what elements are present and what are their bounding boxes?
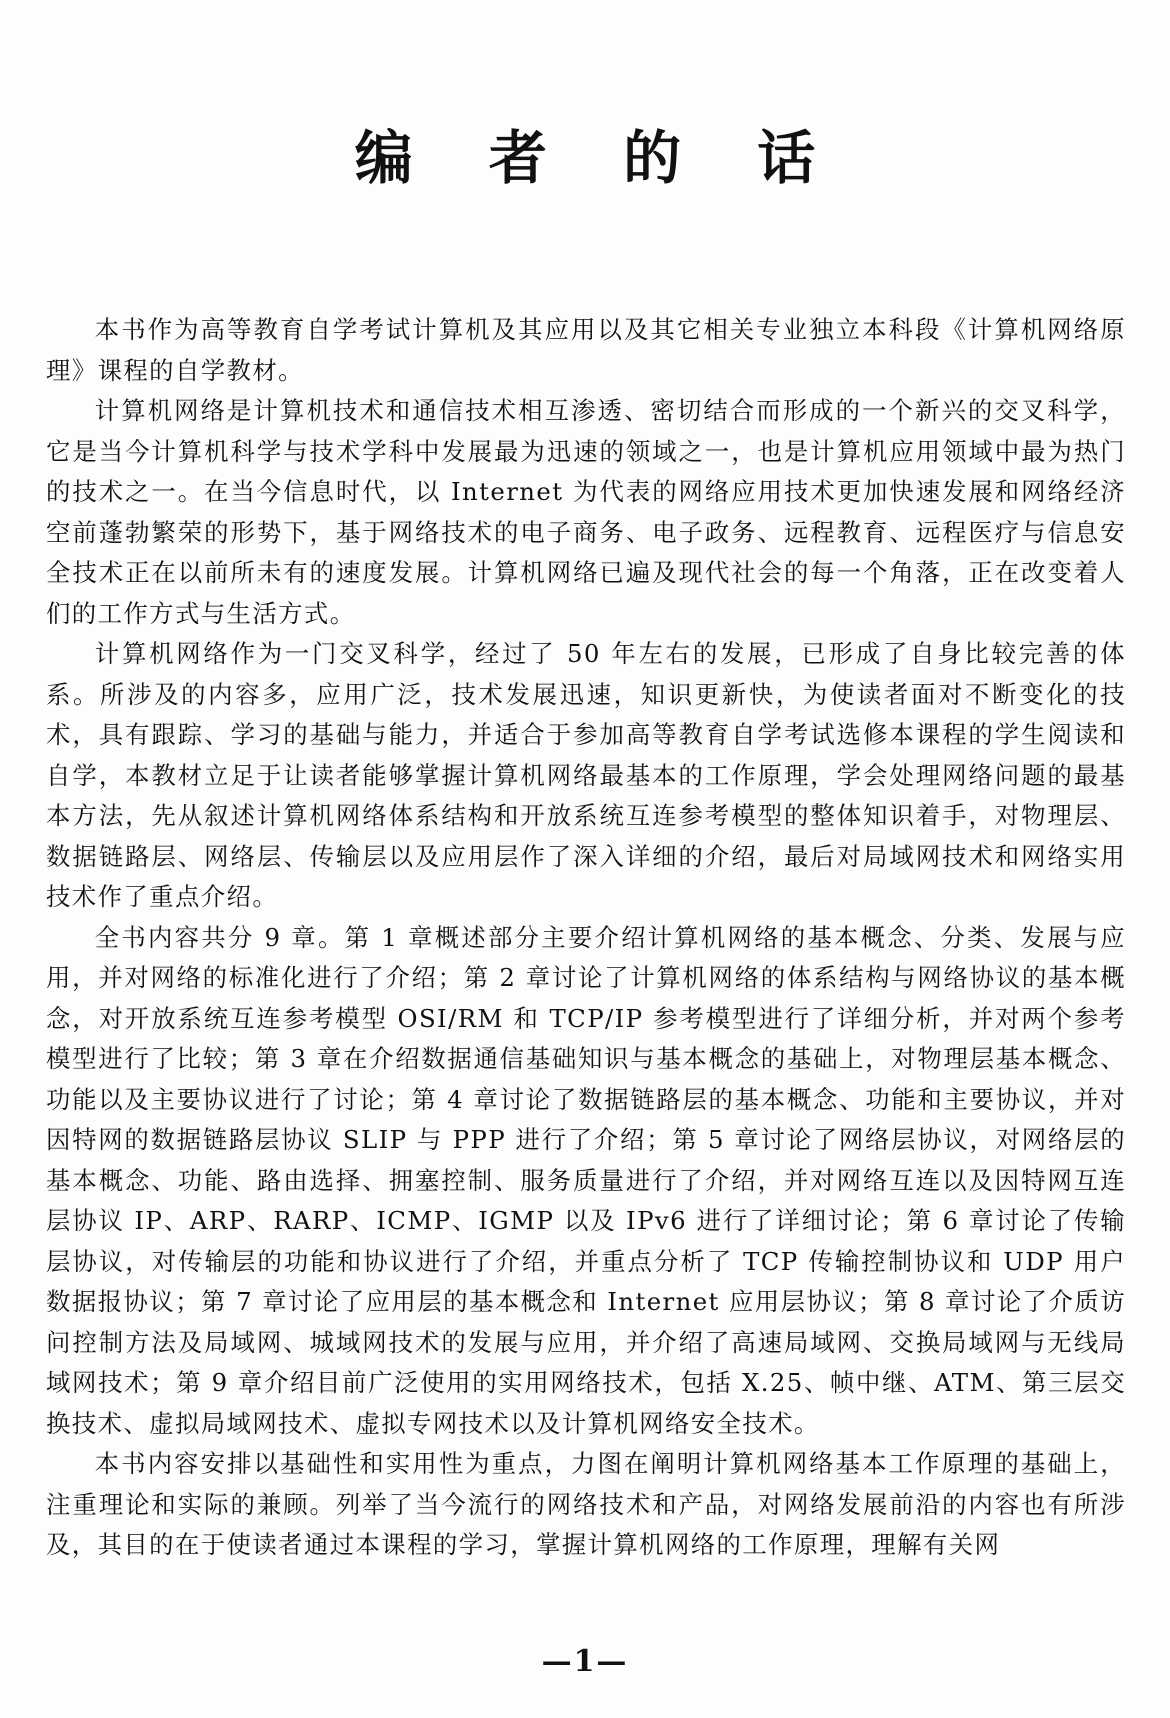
paragraph-4: 全书内容共分 9 章。第 1 章概述部分主要介绍计算机网络的基本概念、分类、发展与应用，并对网络的标准化进行了介绍；第 2 章讨论了计算机网络的体系结构与网络协议的基本概念，对开放系统互连参考模型 OSI/RM 和 TCP/IP 参考模型进行了详细分析，并对两个参考模型进行了比较；第 3 章在介绍数据通信基础知识与基本概念的基础上，对物理层基本概念、功能以及主要协议进行了讨论；第 4 章讨论了数据链路层的基本概念、功能和主要协议，并对因特网的数据链路层协议 SLIP 与 PPP 进行了介绍；第 5 章讨论了网络层协议，对网络层的基本概念、功能、路由选择、拥塞控制、服务质量进行了介绍，并对网络互连以及因特网互连层协议 IP、ARP、RARP、ICMP、IGMP 以及 IPv6 进行了详细讨论；第 6 章讨论了传输层协议，对传输层的功能和协议进行了介绍，并重点分析了 TCP 传输控制协议和 UDP 用户数据报协议；第 7 章讨论了应用层的基本概念和 Internet 应用层协议；第 8 章讨论了介质访问控制方法及局域网、城域网技术的发展与应用，并介绍了高速局域网、交换局域网与无线局域网技术；第 9 章介绍目前广泛使用的实用网络技术，包括 X.25、帧中继、ATM、第三层交换技术、虚拟局域网技术、虚拟专网技术以及计算机网络安全技术。 (46, 922, 1126, 1438)
page-title: 编 者 的 话 (354, 124, 844, 192)
body-text (46, 310, 1126, 1566)
paragraph-5: 本书内容安排以基础性和实用性为重点，力图在阐明计算机网络基本工作原理的基础上，注重理论和实际的兼顾。列举了当今流行的网络技术和产品，对网络发展前沿的内容也有所涉及，其目的在于使读者通过本课程的学习，掌握计算机网络的工作原理，理解有关网 (46, 1449, 1126, 1559)
paragraph-1: 本书作为高等教育自学考试计算机及其应用以及其它相关专业独立本科段《计算机网络原理》课程的自学教材。 (46, 315, 1126, 385)
page-number: —1— (541, 1644, 629, 1679)
paragraph-3: 计算机网络作为一门交叉科学，经过了 50 年左右的发展，已形成了自身比较完善的体系。所涉及的内容多，应用广泛，技术发展迅速，知识更新快，为使读者面对不断变化的技术，具有跟踪、学习的基础与能力，并适合于参加高等教育自学考试选修本课程的学生阅读和自学，本教材立足于让读者能够掌握计算机网络最基本的工作原理，学会处理网络问题的最基本方法，先从叙述计算机网络体系结构和开放系统互连参考模型的整体知识着手，对物理层、数据链路层、网络层、传输层以及应用层作了深入详细的介绍，最后对局域网技术和网络实用技术作了重点介绍。 (46, 639, 1126, 911)
paragraph-2: 计算机网络是计算机技术和通信技术相互渗透、密切结合而形成的一个新兴的交叉科学，它是当今计算机科学与技术学科中发展最为迅速的领域之一，也是计算机应用领域中最为热门的技术之一。在当今信息时代，以 Internet 为代表的网络应用技术更加快速发展和网络经济空前蓬勃繁荣的形势下，基于网络技术的电子商务、电子政务、远程教育、远程医疗与信息安全技术正在以前所未有的速度发展。计算机网络已遍及现代社会的每一个角落，正在改变着人们的工作方式与生活方式。 (46, 396, 1126, 628)
